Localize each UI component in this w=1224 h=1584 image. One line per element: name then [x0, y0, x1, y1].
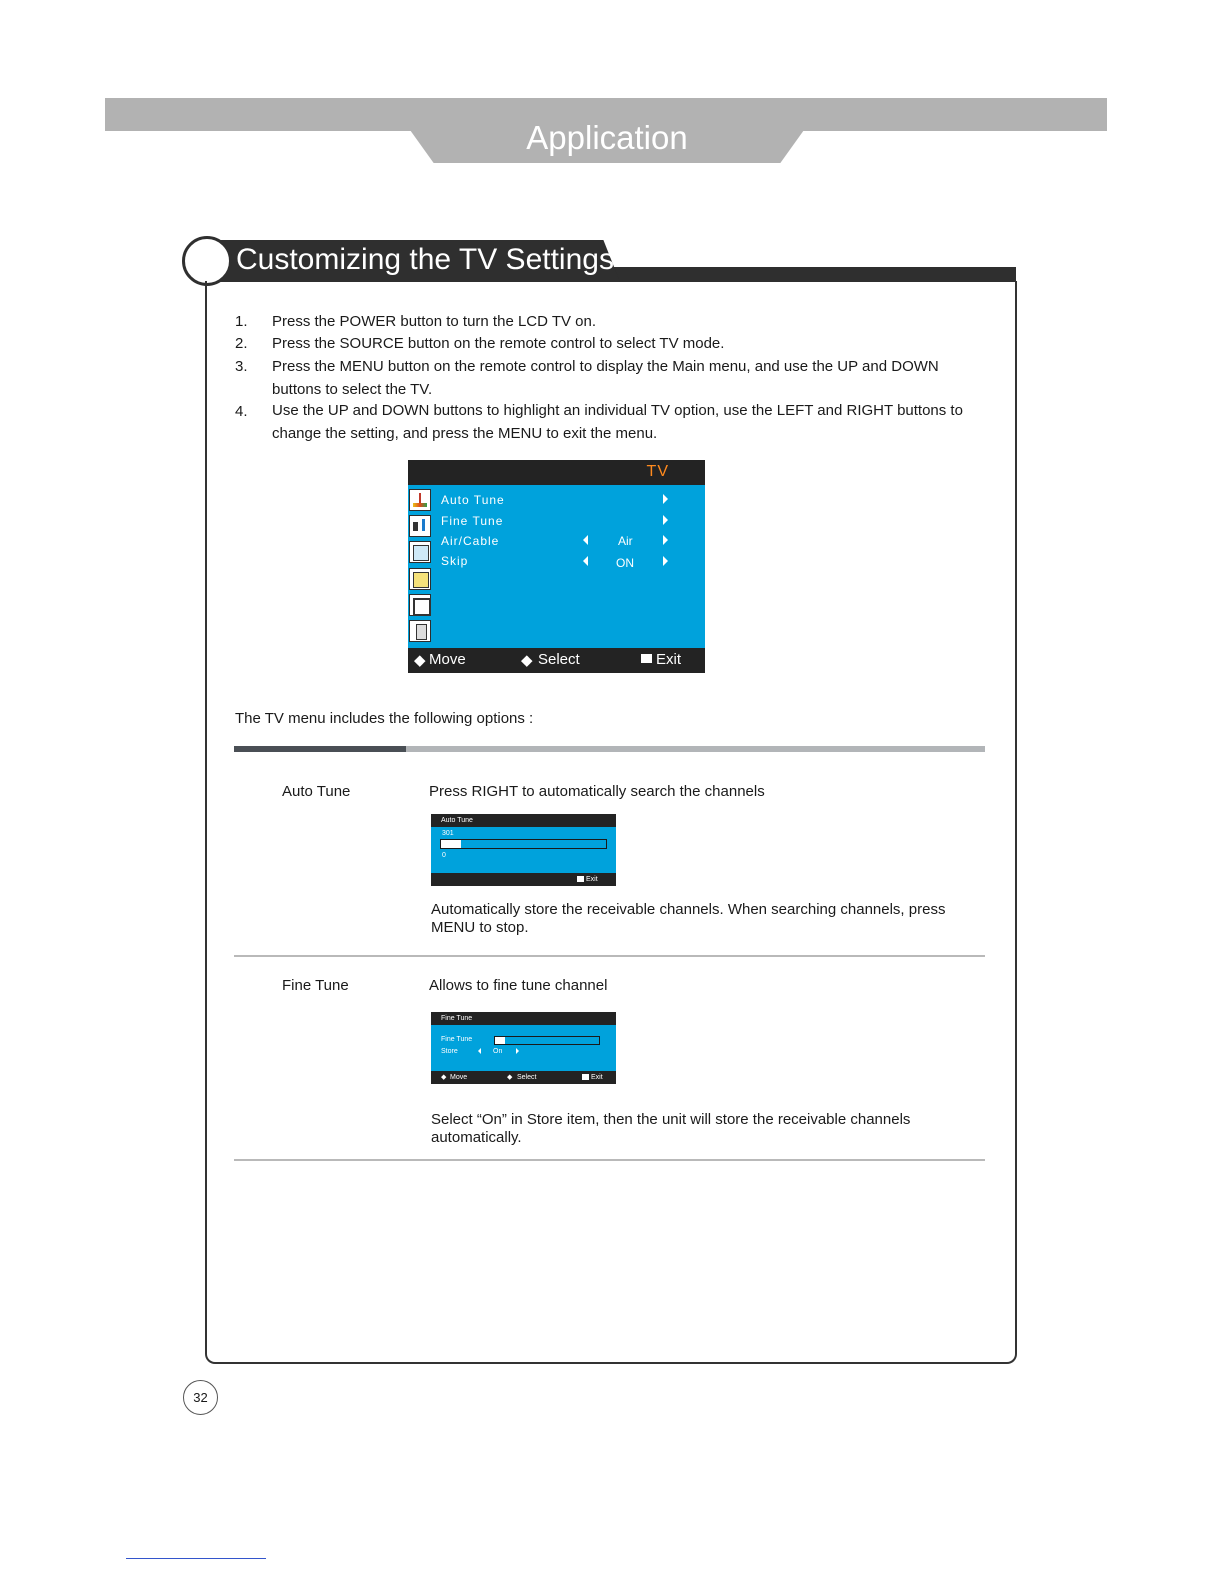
- osd-footer: [431, 1071, 616, 1084]
- footer-select: Select: [538, 651, 580, 668]
- footer-move: Move: [429, 651, 466, 668]
- menu-key-icon: [641, 654, 652, 663]
- arrow-left-icon: [583, 556, 588, 566]
- menu-key-icon: [577, 876, 584, 882]
- osd-footer: [408, 648, 705, 673]
- option-note: Automatically store the receivable channels. When searching channels, press MENU to stop.: [431, 901, 946, 936]
- option-name: Fine Tune: [282, 977, 349, 994]
- arrow-right-icon: [663, 515, 668, 525]
- auto-tune-osd: [431, 814, 616, 886]
- footer-exit: Exit: [586, 876, 598, 883]
- step-text: Press the POWER button to turn the LCD TV on.: [272, 313, 597, 330]
- osd-title: Fine Tune: [431, 1012, 616, 1025]
- option-name: Auto Tune: [282, 783, 351, 800]
- picture-icon: [409, 489, 431, 511]
- step-number: 3.: [235, 358, 248, 375]
- footer-rule: [126, 1558, 266, 1559]
- osd-header: [408, 460, 705, 485]
- arrow-right-icon: [663, 535, 668, 545]
- osd-row-label: Store: [441, 1048, 458, 1055]
- section-bullet-icon: [182, 236, 232, 286]
- progress-fill: [441, 840, 461, 848]
- option-description: Press RIGHT to automatically search the channels: [429, 783, 765, 800]
- auto-tune-progress: [440, 839, 607, 849]
- progress-fill: [495, 1037, 505, 1044]
- tv-icon: [409, 541, 431, 563]
- arrow-right-icon: [663, 494, 668, 504]
- tv-osd-menu: [408, 460, 705, 673]
- menu-item-fine-tune[interactable]: Fine Tune: [441, 514, 504, 528]
- osd-title: Auto Tune: [431, 814, 616, 827]
- footer-exit: Exit: [591, 1074, 603, 1081]
- osd-row-label: Fine Tune: [441, 1036, 473, 1043]
- arrow-right-icon: [663, 556, 668, 566]
- osd-top-value: 301: [442, 830, 454, 837]
- sound-icon: [409, 515, 431, 537]
- screen-icon: [409, 594, 431, 616]
- option-icon: [409, 620, 431, 642]
- menu-key-icon: [582, 1074, 589, 1080]
- section-title: Customizing the TV Settings: [236, 243, 614, 276]
- table-rule-light: [406, 746, 985, 752]
- page-number: 32: [183, 1380, 218, 1415]
- step-number: 2.: [235, 335, 248, 352]
- chapter-title: Application: [526, 119, 688, 156]
- menu-value-skip: ON: [616, 556, 634, 570]
- fine-tune-progress: [494, 1036, 600, 1045]
- row-separator: [234, 1159, 985, 1161]
- arrow-right-icon: [516, 1048, 519, 1054]
- up-down-icon: ◆: [441, 1074, 447, 1081]
- step-text: Press the MENU button on the remote control to display the Main menu, and use the UP and DOWN buttons to select the TV.: [272, 358, 939, 398]
- footer-exit: Exit: [656, 651, 682, 668]
- menu-value-air-cable: Air: [618, 534, 633, 548]
- fine-tune-osd: [431, 1012, 616, 1084]
- osd-title: TV: [646, 463, 669, 480]
- arrow-left-icon: [478, 1048, 481, 1054]
- option-description: Allows to fine tune channel: [429, 977, 608, 994]
- left-right-icon: ◆: [521, 652, 533, 669]
- menu-item-auto-tune[interactable]: Auto Tune: [441, 493, 505, 507]
- row-separator: [234, 955, 985, 957]
- step-number: 4.: [235, 403, 248, 420]
- up-down-icon: ◆: [414, 652, 426, 669]
- osd-bottom-value: 0: [442, 852, 446, 859]
- menu-item-skip[interactable]: Skip: [441, 554, 469, 568]
- osd-footer: [431, 873, 616, 886]
- step-text: Press the SOURCE button on the remote control to select TV mode.: [272, 335, 725, 352]
- step-number: 1.: [235, 313, 248, 330]
- footer-move: Move: [450, 1074, 468, 1081]
- arrow-left-icon: [583, 535, 588, 545]
- option-note: Select “On” in Store item, then the unit will store the receivable channels automatically.: [431, 1111, 911, 1146]
- footer-select: Select: [517, 1074, 537, 1081]
- osd-row-value: On: [493, 1048, 503, 1055]
- left-right-icon: ◆: [507, 1074, 513, 1081]
- table-rule-dark: [234, 746, 406, 752]
- setup-icon: [409, 568, 431, 590]
- menu-item-air-cable[interactable]: Air/Cable: [441, 534, 500, 548]
- step-text: Use the UP and DOWN buttons to highlight an individual TV option, use the LEFT and RIGHT buttons to change the setting, and press the MENU to exit the menu.: [272, 402, 963, 442]
- options-intro: The TV menu includes the following options :: [235, 710, 534, 727]
